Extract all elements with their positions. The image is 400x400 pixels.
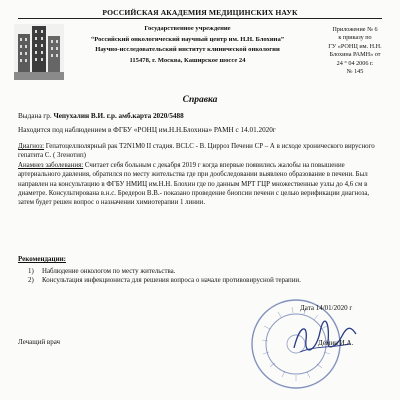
- diagnosis-label: Диагноз:: [18, 143, 45, 150]
- issued-to-line: [18, 112, 184, 120]
- doctor-name: Демин И.А.: [318, 339, 354, 347]
- issued-label: Выдана гр.: [18, 112, 52, 120]
- item-text: Наблюдение онкологом по месту жительства.: [42, 268, 176, 275]
- signature-icon: [290, 318, 360, 358]
- item-text: Консультация инфекциониста для решения вопроса о начале противовирусной терапии.: [42, 277, 301, 285]
- institution-block: [70, 24, 305, 66]
- item-number: 2): [28, 277, 34, 285]
- diagnosis-section: [18, 142, 382, 161]
- list-item: [28, 267, 348, 276]
- institution-name: “Российский онкологический научный центр им. Н.Н. Блохина”: [90, 35, 285, 43]
- recommendations-list: [28, 267, 348, 286]
- appendix-line: Приложение № 6: [332, 26, 378, 33]
- anamnesis-text: Считает себя больным с декабря 2019 г когда впервые появились жалобы на повышение артериального давления, обратился по месту жительства где при дообследовании выявлено образование в печени. Был направлен на консультацию в ФГБУ НМИЦ им.Н.Н. Блохин где по данным МРТ ГЦР множественные узлы до 4,6 см в диаметре. Консультирована в.н.с. Бредерон В.В.- показано проведение биопсии печени с целью верификации диагноза, затем будет решен вопрос о назначении химиотерапии 1 линии.: [18, 162, 370, 207]
- appendix-line: 24 ° 04 2006 г.: [336, 59, 374, 67]
- appendix-line: № 145: [346, 68, 364, 76]
- institution-type: Государственное учреждение: [144, 25, 231, 32]
- header-divider: [18, 18, 382, 19]
- academy-heading: РОССИЙСКАЯ АКАДЕМИЯ МЕДИЦИНСКИХ НАУК: [102, 8, 298, 17]
- appendix-line: к приказу по: [338, 34, 372, 42]
- recommendations-heading: Рекомендации:: [18, 255, 66, 263]
- appendix-note: [318, 26, 392, 76]
- appendix-line: ГУ «РОНЦ им. Н.Н.: [328, 42, 382, 50]
- diagnosis-text: Гепатоцеллюлярный рак T2N1M0 II стадия. BCLC - B. Цирроз Печени СР – А в исходе хронического вирусного гепатита С. ( 3генотип): [18, 143, 375, 160]
- list-item: [28, 276, 348, 285]
- institute-name: Научно-исследовательский институт клинической онкологии: [95, 46, 280, 54]
- document-title: Справка: [182, 95, 218, 105]
- appendix-line: Блохина РАМН» от: [329, 51, 381, 59]
- patient-name: Чепухалин В.И. г.р. амб.карта 2020/5488: [53, 112, 184, 120]
- doctor-label: Лечащий врач: [18, 338, 61, 346]
- institution-address: 115478, г. Москва, Каширское шоссе 24: [129, 56, 246, 64]
- building-logo-icon: [14, 24, 64, 80]
- document-date: Дата 14/01/2020 г: [300, 304, 353, 312]
- item-number: 1): [28, 268, 34, 275]
- anamnesis-section: [18, 161, 382, 207]
- anamnesis-label: Анамнез заболевания:: [18, 162, 84, 169]
- observation-line: Находится под наблюдением в ФГБУ «РОНЦ им.Н.Н.Блохина» РАМН с 14.01.2020г: [18, 126, 276, 134]
